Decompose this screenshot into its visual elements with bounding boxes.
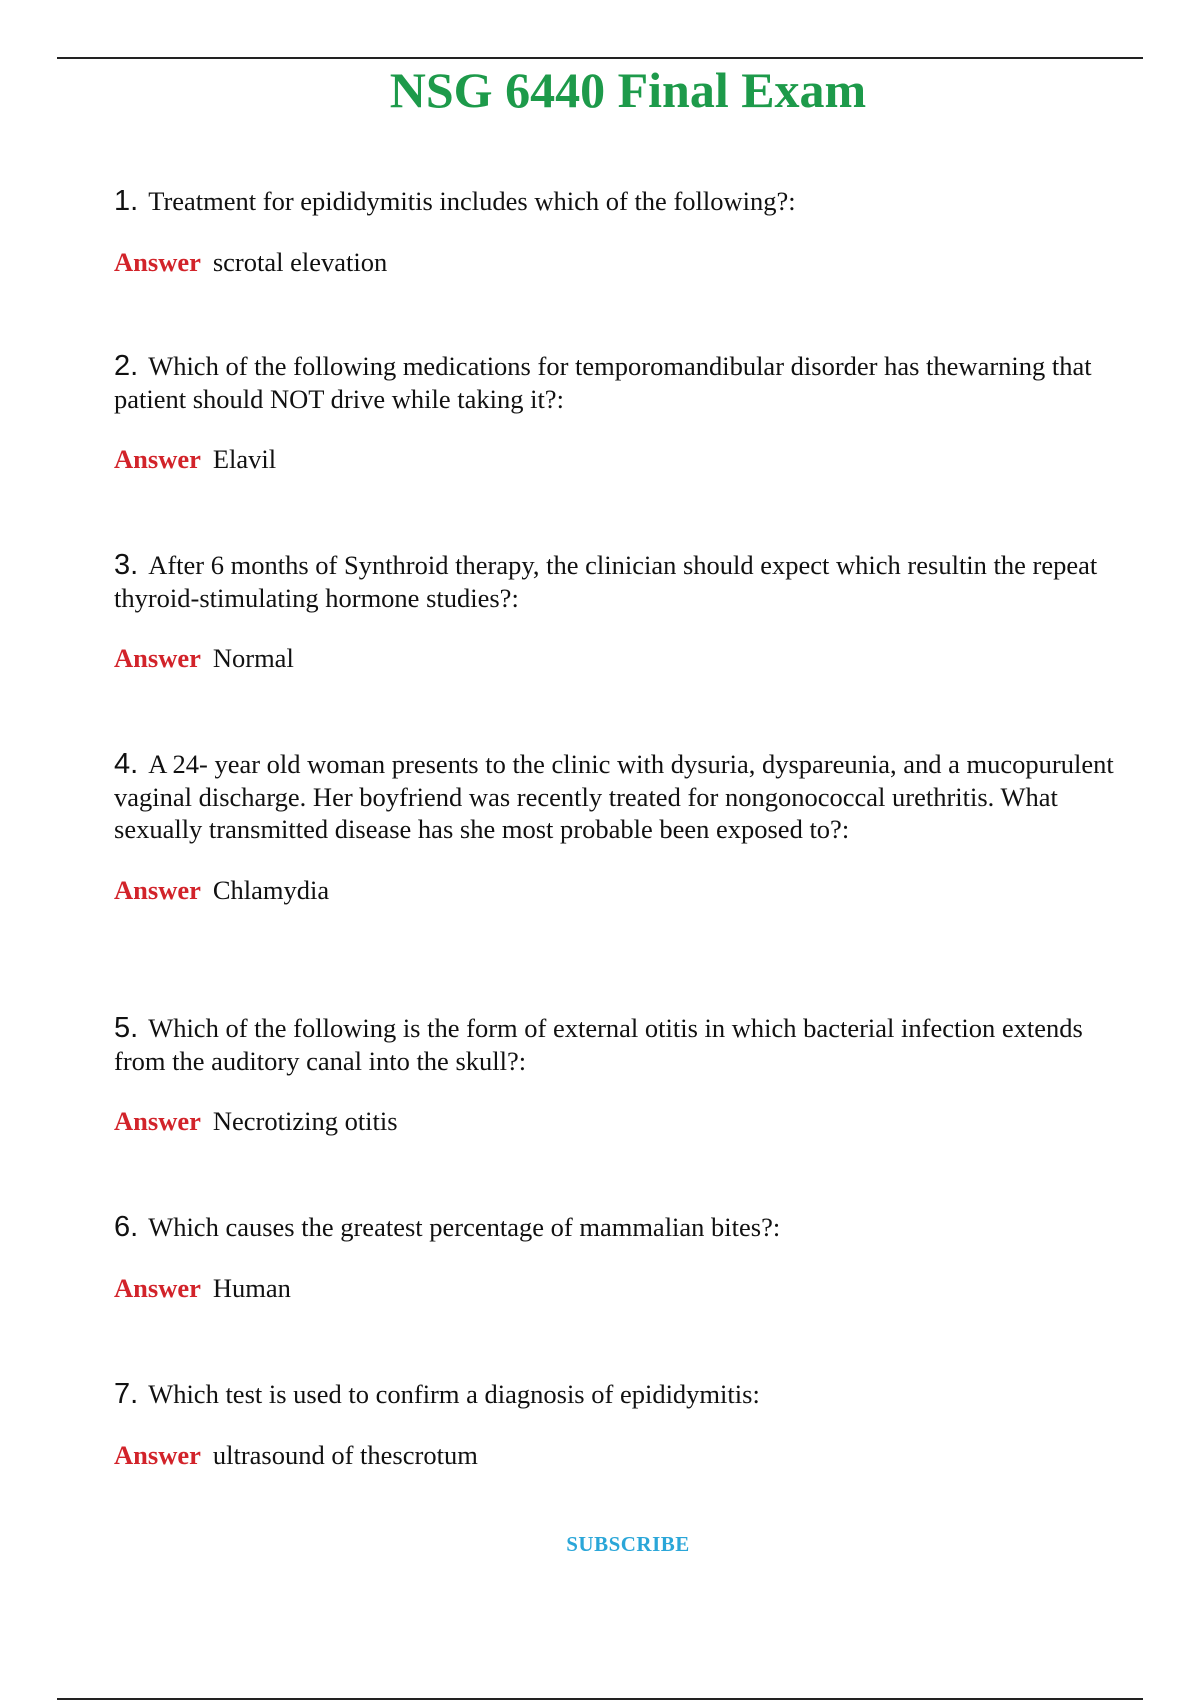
answer-text: ultrasound of thescrotum: [212, 1439, 478, 1470]
question-number: 1.: [114, 185, 139, 217]
question-number: 7.: [114, 1378, 139, 1410]
answer-line: [114, 246, 1134, 278]
question-number: 6.: [114, 1211, 139, 1243]
question-block: [114, 1378, 1134, 1471]
question-number: 3.: [114, 549, 139, 581]
answer-label: Answer: [114, 1439, 201, 1470]
answer-label: Answer: [114, 246, 201, 277]
question-body: Which of the following is the form of external otitis in which bacterial infection extends from the auditory canal into the skull?:: [114, 1013, 1083, 1076]
question-body: Which test is used to confirm a diagnosis of epididymitis:: [148, 1379, 760, 1409]
question-body: A 24- year old woman presents to the clinic with dysuria, dyspareunia, and a mucopurulent vaginal discharge. Her boyfriend was recently treated for nongonococcal urethritis. What sexually transmitted disease has she most probable been exposed to?:: [114, 749, 1114, 844]
subscribe-link[interactable]: SUBSCRIBE: [566, 1532, 690, 1556]
question-text: [114, 1378, 1134, 1411]
question-block: [114, 748, 1134, 906]
question-block: [114, 185, 1134, 278]
question-block: [114, 1211, 1134, 1304]
answer-line: [114, 642, 1134, 674]
question-body: Which of the following medications for temporomandibular disorder has thewarning that patient should NOT drive while taking it?:: [114, 351, 1092, 414]
question-number: 4.: [114, 748, 139, 780]
question-number: 5.: [114, 1012, 139, 1044]
answer-line: [114, 1105, 1134, 1137]
question-text: [114, 1012, 1134, 1077]
top-rule: [57, 57, 1143, 59]
question-text: [114, 185, 1134, 218]
question-body: Treatment for epididymitis includes which of the following?:: [148, 186, 796, 216]
answer-text: scrotal elevation: [212, 246, 388, 277]
question-block: [114, 1012, 1134, 1137]
answer-text: Chlamydia: [212, 874, 330, 905]
page-title: NSG 6440 Final Exam: [389, 62, 867, 118]
question-block: [114, 350, 1134, 475]
question-text: [114, 350, 1134, 415]
question-body: Which causes the greatest percentage of mammalian bites?:: [148, 1212, 781, 1242]
answer-label: Answer: [114, 444, 201, 474]
answer-label: Answer: [114, 643, 201, 673]
answer-text: Human: [212, 1272, 291, 1303]
answer-label: Answer: [114, 1106, 201, 1136]
question-body: After 6 months of Synthroid therapy, the clinician should expect which resultin the repeat thyroid-stimulating hormone studies?:: [114, 550, 1098, 613]
answer-text: Elavil: [212, 444, 277, 474]
question-block: [114, 549, 1134, 674]
answer-text: Necrotizing otitis: [212, 1106, 398, 1136]
answer-line: [114, 874, 1134, 906]
question-text: [114, 1211, 1134, 1244]
question-text: [114, 748, 1134, 846]
answer-label: Answer: [114, 874, 201, 905]
answer-text: Normal: [212, 643, 294, 673]
answer-line: [114, 1272, 1134, 1304]
question-number: 2.: [114, 350, 139, 382]
answer-line: [114, 443, 1134, 475]
answer-label: Answer: [114, 1272, 201, 1303]
answer-line: [114, 1439, 1134, 1471]
question-text: [114, 549, 1134, 614]
